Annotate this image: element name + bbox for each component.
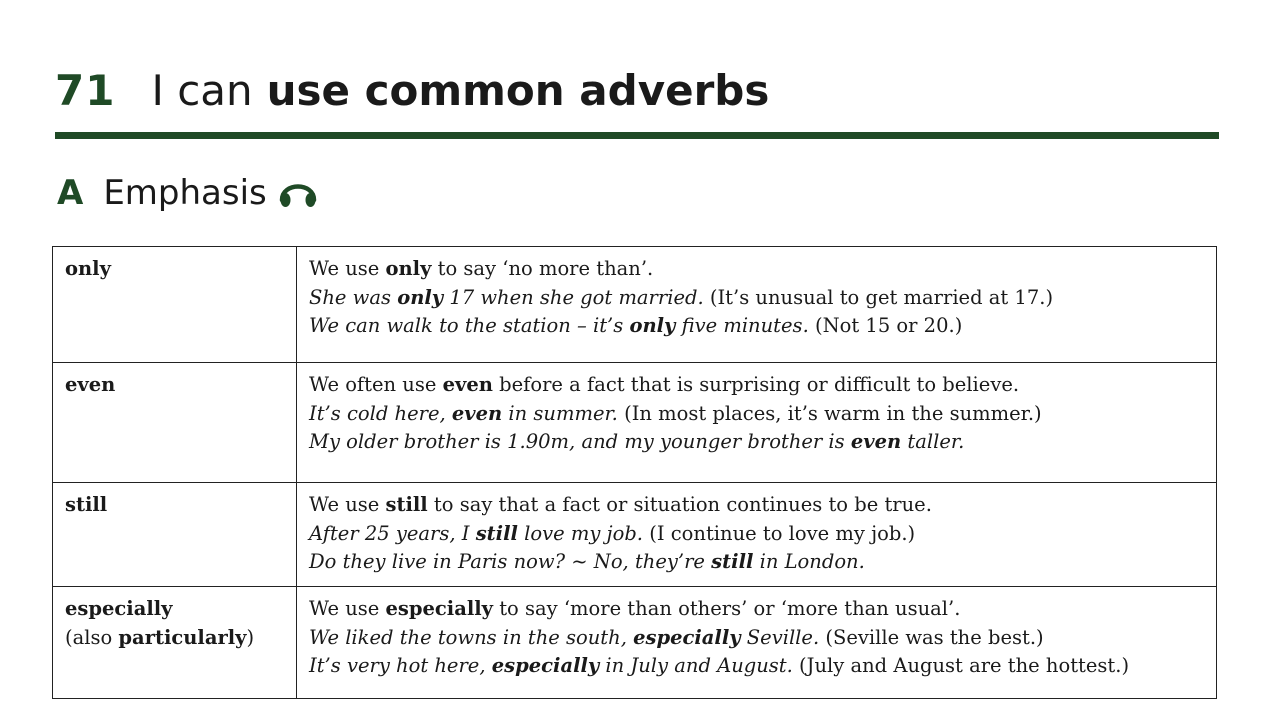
table-row: [53, 587, 1217, 699]
term-cell: [53, 247, 297, 363]
table-row: [53, 363, 1217, 483]
term: only: [65, 257, 111, 280]
example-1: She was only 17 when she got married. (It’s unusual to get married at 17.): [309, 285, 1054, 309]
section-letter: A: [57, 173, 84, 213]
unit-number: 71: [55, 66, 116, 115]
example-2: My older brother is 1.90m, and my younger brother is even taller.: [309, 430, 965, 453]
unit-header: [55, 66, 769, 130]
example-1: After 25 years, I still love my job. (I continue to love my job.): [309, 521, 916, 545]
adverb-table: [52, 246, 1217, 699]
term: especially: [65, 597, 173, 620]
explanation: We use still to say that a fact or situation continues to be true.: [309, 493, 932, 516]
table-row: [53, 247, 1217, 363]
term: even: [65, 373, 116, 396]
term-cell: [53, 363, 297, 483]
explanation: We use only to say ‘no more than’.: [309, 257, 654, 280]
unit-title-bold: use common adverbs: [266, 66, 770, 115]
header-rule: [55, 132, 1219, 139]
section-header: [57, 168, 319, 213]
description-cell: [297, 587, 1217, 699]
description-cell: [297, 247, 1217, 363]
explanation: We use especially to say ‘more than others’ or ‘more than usual’.: [309, 597, 961, 620]
headphones-icon[interactable]: [277, 174, 319, 210]
explanation: We often use even before a fact that is surprising or difficult to believe.: [309, 373, 1020, 396]
example-2: Do they live in Paris now? ~ No, they’re still in London.: [309, 550, 865, 573]
description-cell: [297, 363, 1217, 483]
term-cell: [53, 587, 297, 699]
example-2: It’s very hot here, especially in July and August. (July and August are the hottest.): [309, 654, 1130, 677]
term-cell: [53, 483, 297, 587]
unit-title-prefix: I can: [151, 66, 253, 115]
term: still: [65, 493, 108, 516]
section-title: Emphasis: [103, 173, 267, 213]
example-2: We can walk to the station – it’s only five minutes. (Not 15 or 20.): [309, 314, 963, 337]
term-note: (also particularly): [65, 625, 255, 649]
table-row: [53, 483, 1217, 587]
description-cell: [297, 483, 1217, 587]
example-1: It’s cold here, even in summer. (In most places, it’s warm in the summer.): [309, 401, 1042, 425]
example-1: We liked the towns in the south, especially Seville. (Seville was the best.): [309, 625, 1044, 649]
